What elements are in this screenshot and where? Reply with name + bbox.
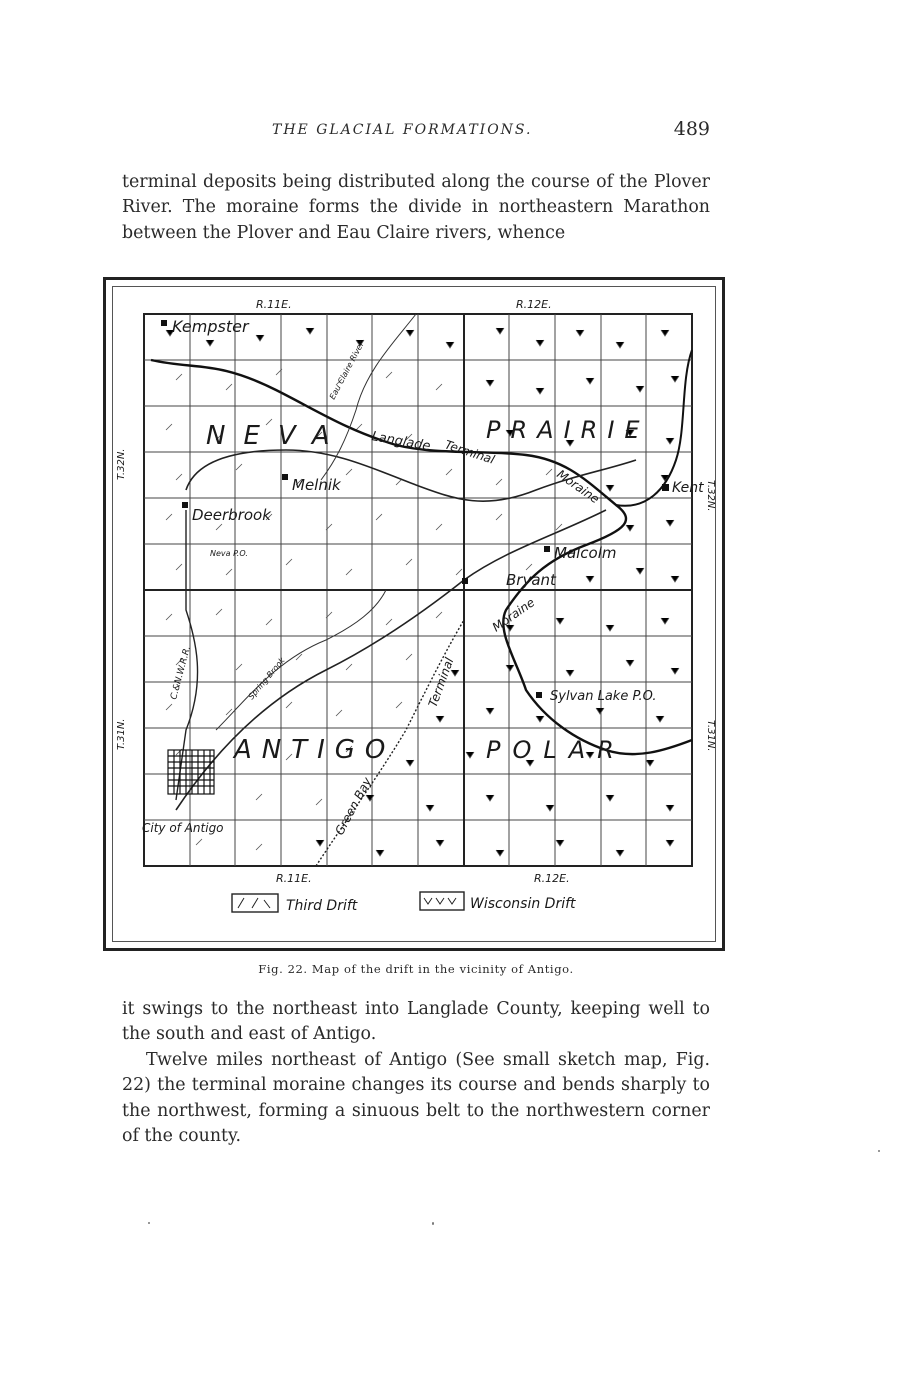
paragraph-twelve-miles: Twelve miles northeast of Antigo (See small sketch map, Fig. 22) the terminal moraine changes its course and bends sharply to the northwest, forming a sinuous belt to the northwestern corner of the county. (122, 1050, 710, 1147)
town-antigo: ANTIGO (234, 735, 396, 765)
town-polar: POLAR (486, 736, 626, 764)
range-bottom-left: R.11E. (276, 872, 312, 885)
range-top-left: R.11E. (256, 298, 292, 311)
running-title: THE GLACIAL FORMATIONS. (272, 122, 533, 138)
melnik-marker (282, 474, 288, 480)
bryant-marker (462, 578, 468, 584)
place-sylvan: Sylvan Lake P.O. (550, 689, 657, 704)
town-prairie: PRAIRIE (486, 416, 650, 444)
spring-brook (216, 590, 386, 730)
deerbrook-marker (182, 502, 188, 508)
label-moraine-upper: Moraine (554, 466, 602, 507)
label-cnw: C.&N.W.R.R. (169, 645, 194, 701)
town-neva: NEVA (206, 421, 348, 451)
print-speck (148, 1222, 150, 1224)
legend (232, 892, 576, 914)
print-speck (878, 1150, 880, 1152)
figure-caption: Fig. 22. Map of the drift in the vicinity of Antigo. (258, 962, 574, 976)
drift-marks (166, 328, 679, 856)
township-left-lower: T.31N. (116, 718, 127, 750)
label-terminal-upper: Terminal (443, 437, 497, 467)
sylvan-marker (536, 692, 542, 698)
malcolm-marker (544, 546, 550, 552)
page-number: 489 (673, 118, 710, 140)
legend-third-drift-label: Third Drift (286, 898, 358, 914)
place-kent: Kent (672, 480, 704, 496)
print-speck (432, 1222, 434, 1225)
township-left-upper: T.32N. (116, 448, 127, 480)
kempster-marker (161, 320, 167, 326)
label-moraine-lower: Moraine (489, 595, 538, 635)
township-right-upper: T.32N. (705, 480, 716, 512)
place-bryant: Bryant (506, 571, 556, 589)
label-spring-brook: Spring Brook (246, 656, 287, 702)
place-melnik: Melnik (292, 476, 341, 494)
kent-marker (662, 484, 669, 491)
running-head (122, 118, 710, 148)
place-kempster: Kempster (172, 317, 249, 336)
label-terminal-lower: Terminal (425, 655, 457, 710)
label-eau-claire: Eau Claire River (327, 340, 366, 401)
place-neva-po: Neva P.O. (210, 549, 248, 558)
label-green-bay: Green Bay (332, 775, 375, 838)
place-deerbrook: Deerbrook (192, 506, 271, 524)
range-top-right: R.12E. (516, 298, 552, 311)
township-right-lower: T.31N. (705, 720, 716, 752)
place-malcolm: Malcolm (554, 544, 617, 562)
label-langlade: Langlade (370, 429, 432, 455)
legend-wisconsin-drift-pattern (424, 898, 456, 904)
paragraph-continuation: it swings to the northeast into Langlade County, keeping well to the south and east of Antigo. (122, 999, 710, 1045)
drift-map (106, 280, 722, 948)
legend-third-drift-pattern (238, 898, 270, 908)
drift-map-figure (103, 277, 725, 951)
paragraph-top: terminal deposits being distributed along the course of the Plover River. The moraine forms the divide in northeastern Marathon between the Plover and Eau Claire rivers, whence (122, 172, 710, 243)
place-city-of-antigo: City of Antigo (142, 821, 224, 835)
range-bottom-right: R.12E. (534, 872, 570, 885)
legend-wisconsin-drift-label: Wisconsin Drift (470, 896, 576, 912)
